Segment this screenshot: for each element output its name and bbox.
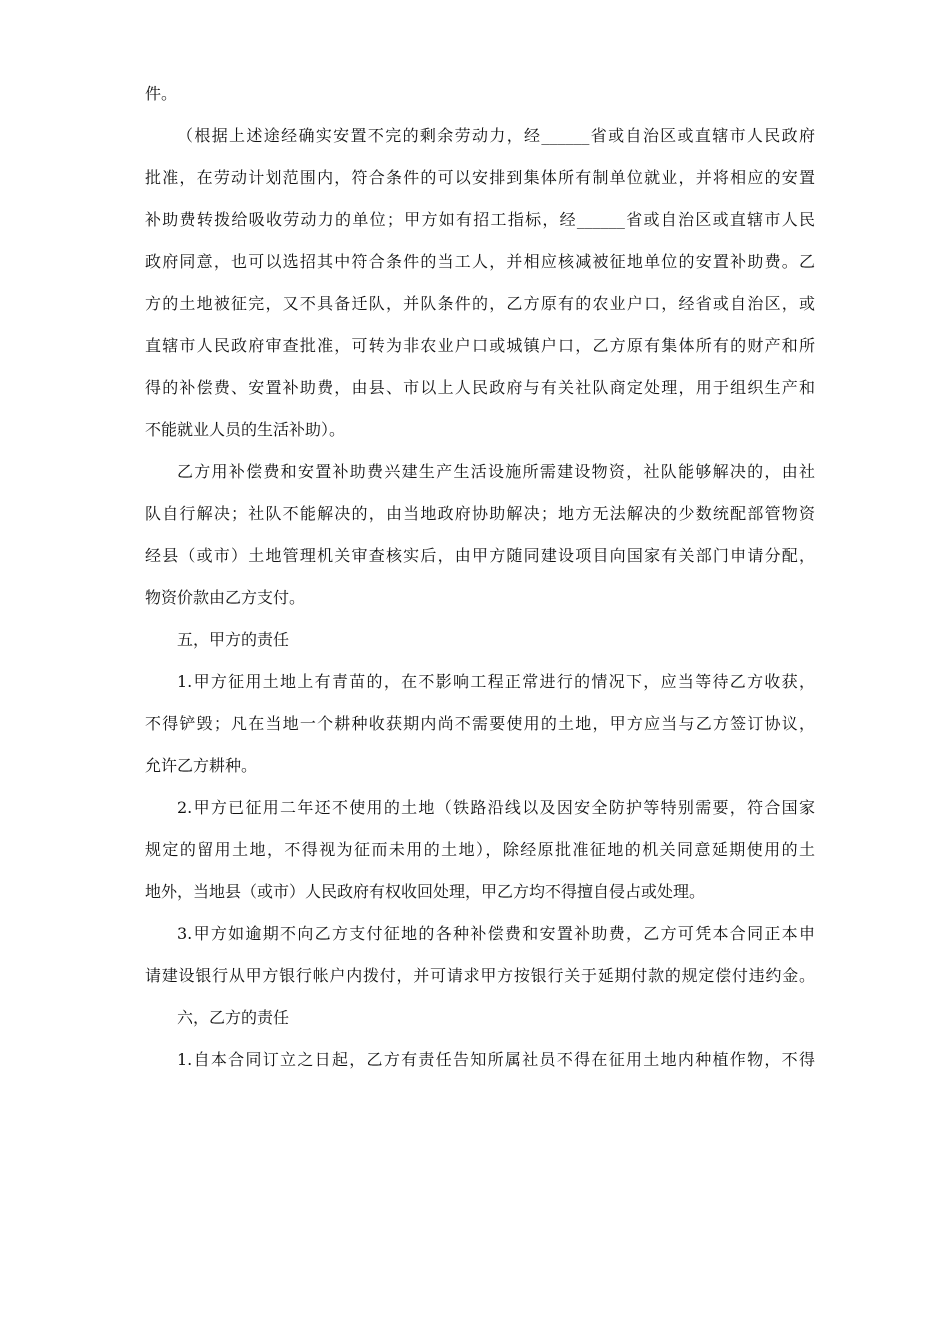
text-line-3: 批准，在劳动计划范围内，符合条件的可以安排到集体所有制单位就业，并将相应的安置 [145, 168, 815, 187]
text-line-21: 3.甲方如逾期不向乙方支付征地的各种补偿费和安置补助费，乙方可凭本合同正本申 [177, 924, 815, 943]
text-line-19: 规定的留用土地，不得视为征而未用的土地），除经原批准征地的机关同意延期使用的土 [145, 840, 815, 859]
text-line-22: 请建设银行从甲方银行帐户内拨付，并可请求甲方按银行关于延期付款的规定偿付违约金。 [145, 966, 815, 985]
text-line-7: 直辖市人民政府审查批准，可转为非农业户口或城镇户口，乙方原有集体所有的财产和所 [145, 336, 815, 355]
text-line-18: 2.甲方已征用二年还不使用的土地（铁路沿线以及因安全防护等特别需要，符合国家 [177, 798, 815, 817]
text-line-4: 补助费转拨给吸收劳动力的单位；甲方如有招工指标，经______省或自治区或直辖市人民 [145, 210, 815, 229]
section-heading-6: 六，乙方的责任 [177, 1008, 290, 1027]
text-line-15: 1.甲方征用土地上有青苗的，在不影响工程正常进行的情况下，应当等待乙方收获， [177, 672, 815, 691]
text-line-9: 不能就业人员的生活补助）。 [145, 420, 346, 439]
text-line-13: 物资价款由乙方支付。 [145, 588, 306, 607]
section-heading-5: 五，甲方的责任 [177, 630, 290, 649]
text-line-17: 允许乙方耕种。 [145, 756, 258, 775]
text-line-20: 地外，当地县（或市）人民政府有权收回处理，甲乙方均不得擅自侵占或处理。 [145, 882, 706, 901]
text-line-6: 方的土地被征完，又不具备迁队，并队条件的，乙方原有的农业户口，经省或自治区，或 [145, 294, 815, 313]
text-line-2: （根据上述途经确实安置不完的剩余劳动力，经______省或自治区或直辖市人民政府 [177, 126, 815, 145]
text-line-11: 队自行解决；社队不能解决的，由当地政府协助解决；地方无法解决的少数统配部管物资 [145, 504, 815, 523]
text-line-12: 经县（或市）土地管理机关审查核实后，由甲方随同建设项目向国家有关部门申请分配， [145, 546, 815, 565]
text-line-10: 乙方用补偿费和安置补助费兴建生产生活设施所需建设物资，社队能够解决的，由社 [177, 462, 815, 481]
text-line-24: 1.自本合同订立之日起，乙方有责任告知所属社员不得在征用土地内种植作物，不得 [177, 1050, 815, 1069]
text-line-5: 政府同意，也可以选招其中符合条件的当工人，并相应核减被征地单位的安置补助费。乙 [145, 252, 815, 271]
text-line-1: 件。 [145, 84, 178, 103]
text-line-16: 不得铲毁；凡在当地一个耕种收获期内尚不需要使用的土地，甲方应当与乙方签订协议， [145, 714, 815, 733]
text-line-8: 得的补偿费、安置补助费，由县、市以上人民政府与有关社队商定处理，用于组织生产和 [145, 378, 815, 397]
